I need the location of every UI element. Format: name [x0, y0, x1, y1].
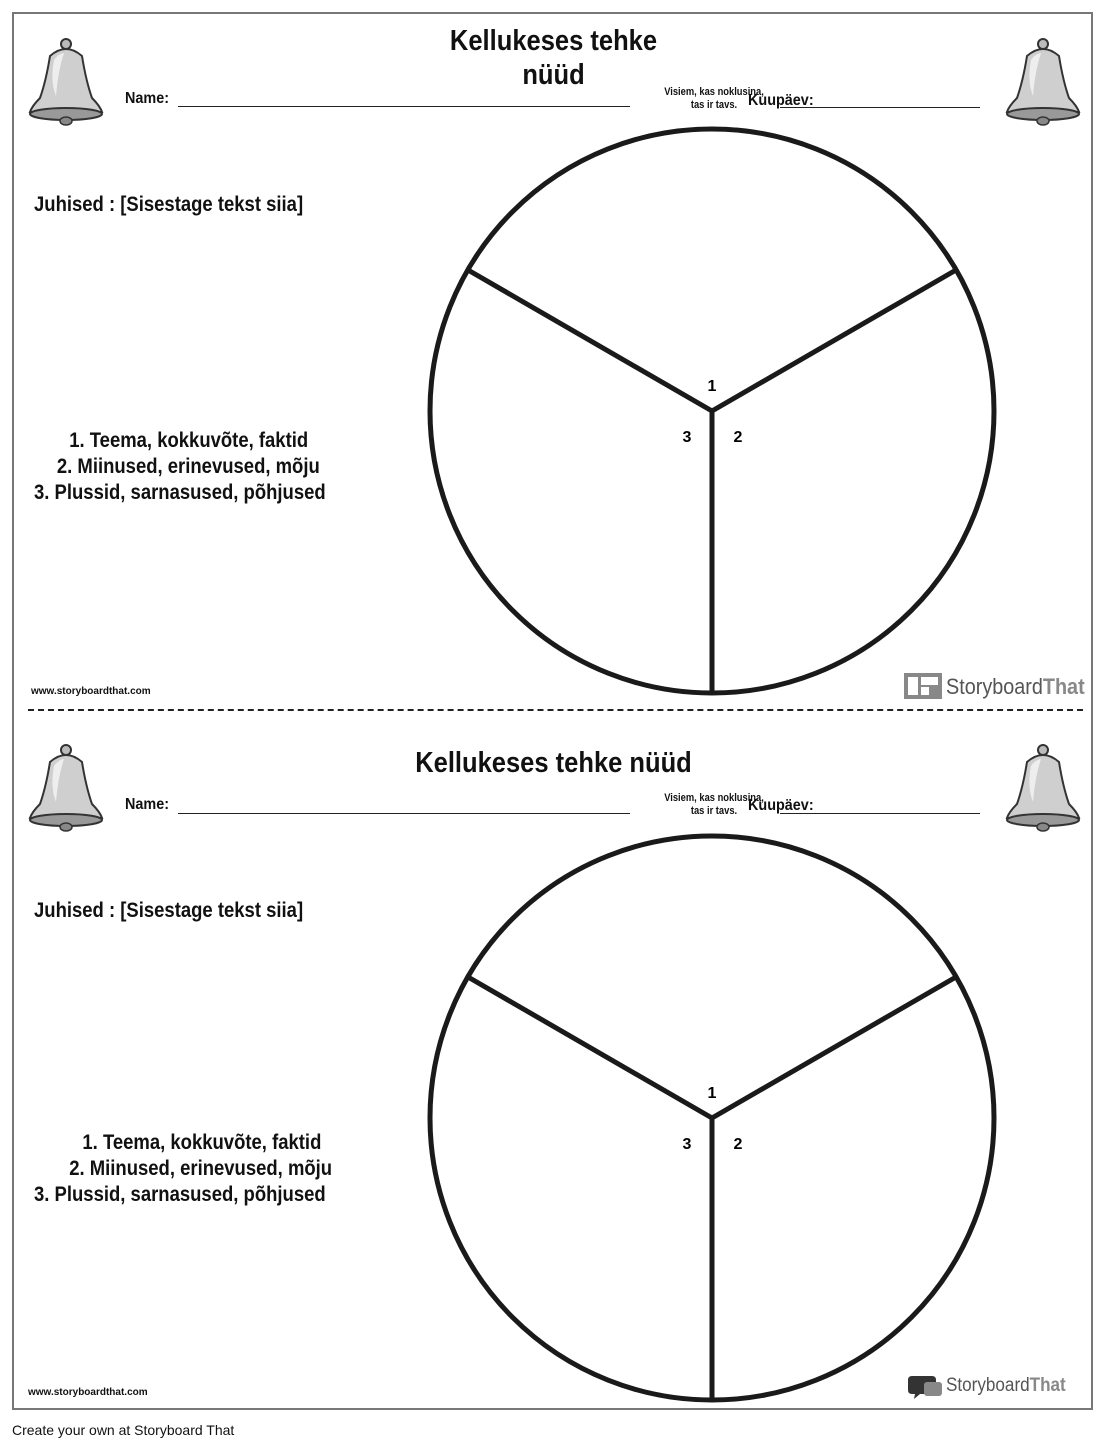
list-item: 1. Teema, kokkuvõte, faktid — [69, 429, 309, 452]
overlay-note: Visiem, kas noklusina, tas ir tavs. — [664, 792, 764, 817]
section-number-2: 2 — [733, 429, 743, 446]
instructions[interactable]: Juhised : [Sisestage tekst siia] — [34, 193, 304, 216]
list-item: 3. Plussid, sarnasused, põhjused — [34, 1183, 326, 1206]
wheel-divider — [712, 270, 956, 411]
wheel-divider — [712, 977, 956, 1118]
three-part-wheel — [420, 118, 1010, 708]
page-title: Kellukeses tehke — [449, 25, 658, 57]
list-item: 2. Miinused, erinevused, mõju — [69, 1157, 333, 1180]
date-field[interactable] — [780, 107, 980, 108]
date-label: Kuupäev: — [748, 92, 814, 109]
instructions-text: [Sisestage tekst siia] — [120, 193, 304, 216]
storyboardthat-logo-text: StoryboardThat — [946, 674, 1085, 699]
footer-credit[interactable]: Create your own at Storyboard That — [12, 1422, 235, 1438]
list-item: 1. Teema, kokkuvõte, faktid — [82, 1131, 322, 1154]
storyboardthat-logo-icon — [903, 672, 943, 700]
section-number-2: 2 — [733, 1136, 743, 1153]
wheel-divider — [468, 270, 712, 411]
storyboardthat-url[interactable]: www.storyboardthat.com — [31, 686, 151, 697]
date-label: Kuupäev: — [748, 797, 814, 814]
name-field[interactable] — [178, 813, 630, 814]
wheel-divider — [468, 977, 712, 1118]
name-label: Name: — [125, 90, 170, 107]
date-field[interactable] — [780, 813, 980, 814]
instructions-label: Juhised — [34, 899, 104, 922]
section-number-1: 1 — [707, 1085, 717, 1102]
list-item: 2. Miinused, erinevused, mõju — [56, 455, 320, 478]
name-field[interactable] — [178, 106, 630, 107]
instructions[interactable]: Juhised : [Sisestage tekst siia] — [34, 899, 304, 922]
overlay-note: Visiem, kas noklusina, tas ir tavs. — [664, 86, 764, 111]
storyboardthat-logo-text: StoryboardThat — [946, 1375, 1066, 1396]
page-title-line2: nüüd — [522, 59, 585, 91]
section-number-1: 1 — [707, 378, 717, 395]
instructions-text: [Sisestage tekst siia] — [120, 899, 304, 922]
section-number-3: 3 — [682, 1136, 692, 1153]
category-list — [34, 1130, 332, 1208]
page-title: Kellukeses tehke nüüd — [415, 747, 692, 779]
name-label: Name: — [125, 796, 170, 813]
list-item: 3. Plussid, sarnasused, põhjused — [34, 481, 326, 504]
instructions-label: Juhised — [34, 193, 104, 216]
three-part-wheel — [420, 825, 1010, 1415]
section-number-3: 3 — [682, 429, 692, 446]
storyboardthat-logo-icon — [908, 1374, 944, 1400]
storyboardthat-url[interactable]: www.storyboardthat.com — [28, 1387, 148, 1398]
category-list — [34, 428, 326, 506]
cut-line — [28, 709, 1083, 711]
